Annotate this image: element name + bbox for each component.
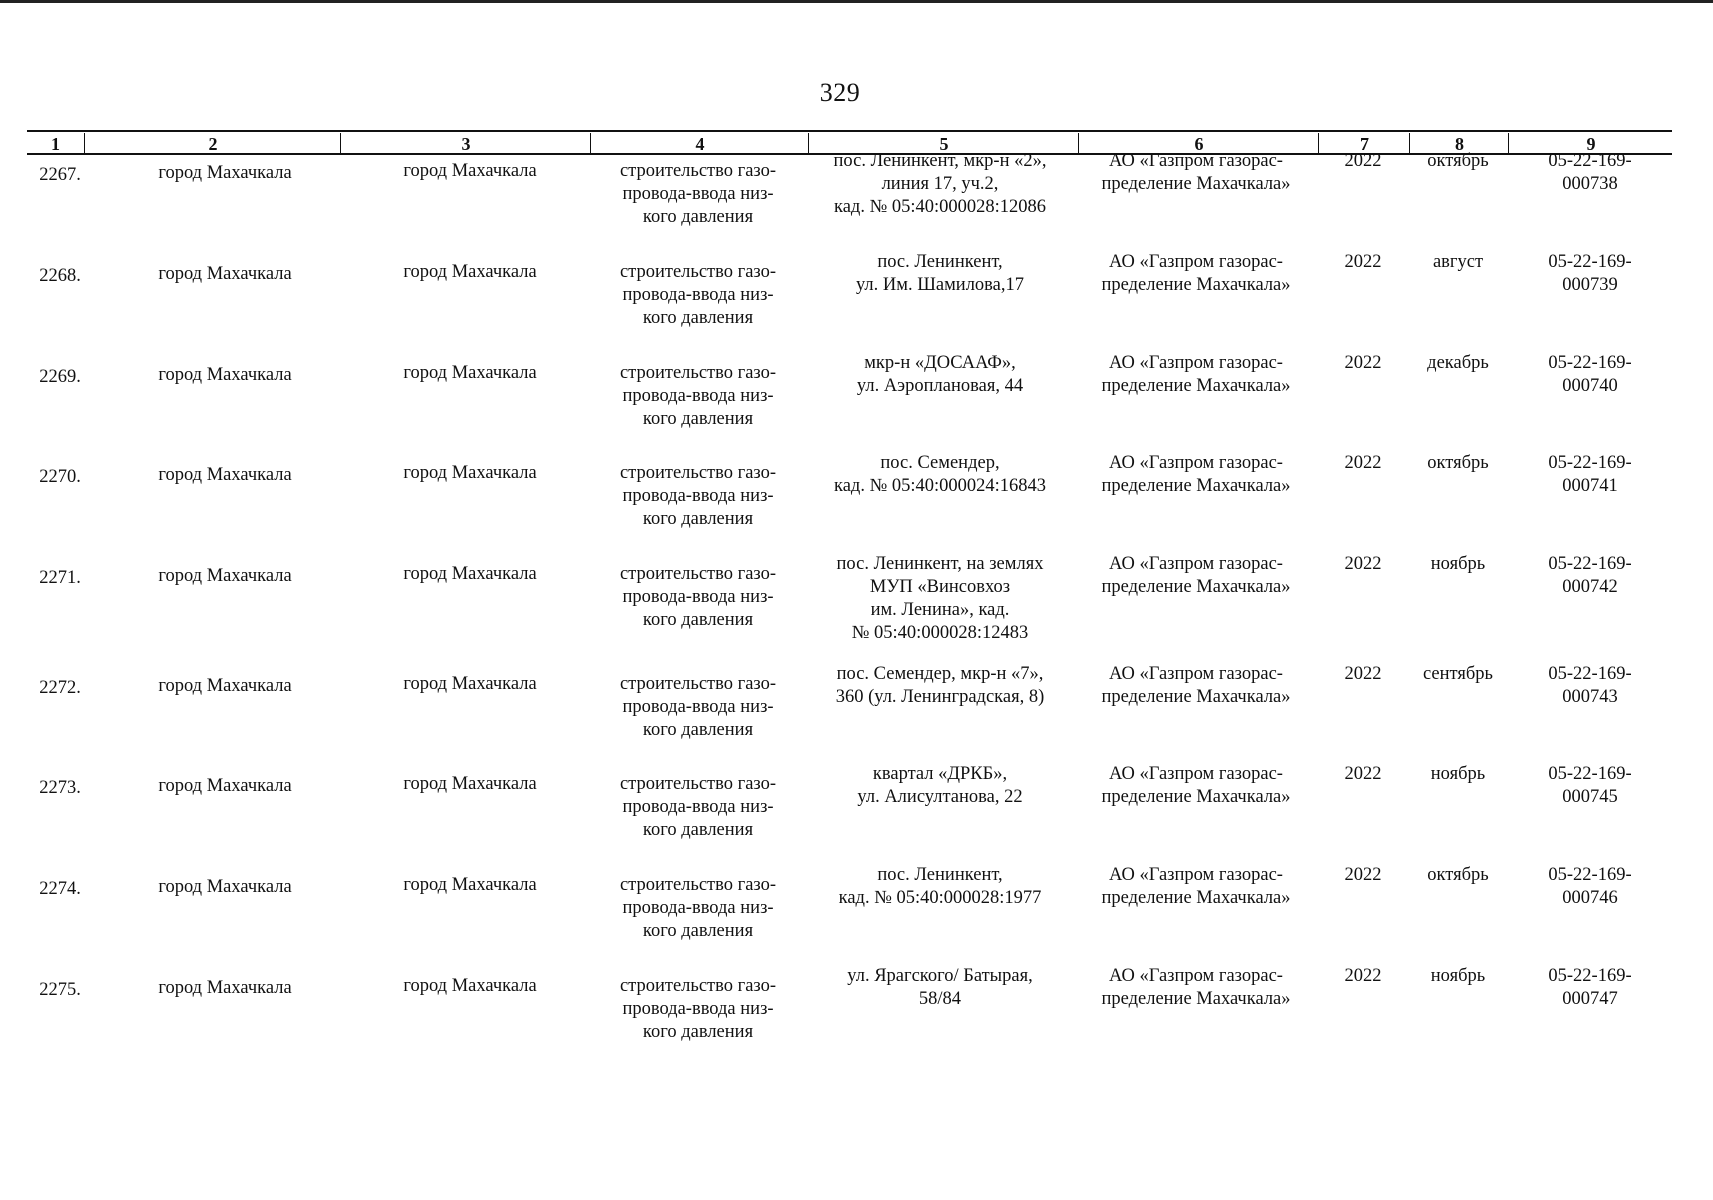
address-cell-line: 360 (ул. Ленинградская, 8)	[835, 687, 1045, 707]
row-number-line: 2273.	[39, 778, 81, 798]
address-cell-line: кад. № 05:40:000028:12086	[833, 197, 1047, 217]
work-cell	[583, 462, 813, 531]
work-cell-line: провода-ввода низ-	[622, 999, 774, 1019]
organization-cell	[1070, 150, 1322, 196]
column-header-5: 5	[808, 133, 1079, 154]
municipality-cell-line: город Махачкала	[158, 877, 292, 897]
code-cell	[1508, 150, 1672, 196]
month-cell	[1408, 452, 1508, 475]
month-cell	[1408, 663, 1508, 686]
settlement-cell-line: город Махачкала	[403, 161, 537, 181]
work-cell-line: кого давления	[642, 308, 754, 328]
organization-cell	[1070, 864, 1322, 910]
row-number-line: 2272.	[39, 678, 81, 698]
organization-cell-line: пределение Махачкала»	[1101, 687, 1291, 707]
address-cell-line: пос. Ленинкент,	[877, 865, 1003, 885]
month-cell	[1408, 251, 1508, 274]
work-cell-line: кого давления	[642, 921, 754, 941]
row-number	[25, 265, 95, 288]
year-cell	[1318, 864, 1408, 887]
municipality-cell-line: город Махачкала	[158, 163, 292, 183]
code-cell-line: 000738	[1562, 174, 1618, 194]
settlement-cell	[345, 673, 595, 696]
organization-cell-line: АО «Газпром газорас-	[1109, 966, 1283, 986]
code-cell	[1508, 251, 1672, 297]
code-cell-line: 000742	[1562, 577, 1618, 597]
year-cell-line: 2022	[1344, 865, 1382, 885]
year-cell	[1318, 150, 1408, 173]
work-cell-line: строительство газо-	[619, 875, 777, 895]
year-cell	[1318, 352, 1408, 375]
settlement-cell-line: город Махачкала	[403, 774, 537, 794]
column-header-4: 4	[590, 133, 809, 154]
year-cell-line: 2022	[1344, 966, 1382, 986]
row-number-line: 2274.	[39, 879, 81, 899]
year-cell-line: 2022	[1344, 554, 1382, 574]
organization-cell-line: пределение Махачкала»	[1101, 989, 1291, 1009]
work-cell-line: кого давления	[642, 720, 754, 740]
work-cell	[583, 975, 813, 1044]
address-cell-line: ул. Ярагского/ Батырая,	[847, 966, 1033, 986]
page-top-border	[0, 0, 1713, 3]
code-cell	[1508, 663, 1672, 709]
work-cell-line: строительство газо-	[619, 262, 777, 282]
work-cell	[583, 160, 813, 229]
address-cell-line: ул. Алисултанова, 22	[857, 787, 1023, 807]
address-cell	[800, 864, 1080, 910]
address-cell-line: пос. Ленинкент, мкр-н «2»,	[833, 151, 1047, 171]
code-cell-line: 05-22-169-	[1548, 252, 1632, 272]
month-cell	[1408, 352, 1508, 375]
month-cell	[1408, 864, 1508, 887]
row-number-line: 2267.	[39, 165, 81, 185]
organization-cell	[1070, 763, 1322, 809]
row-number-line: 2275.	[39, 980, 81, 1000]
organization-cell-line: пределение Махачкала»	[1101, 174, 1291, 194]
code-cell	[1508, 763, 1672, 809]
year-cell	[1318, 553, 1408, 576]
municipality-cell-line: город Махачкала	[158, 978, 292, 998]
organization-cell-line: пределение Махачкала»	[1101, 888, 1291, 908]
address-cell	[800, 965, 1080, 1011]
work-cell	[583, 773, 813, 842]
settlement-cell	[345, 773, 595, 796]
address-cell-line: № 05:40:000028:12483	[851, 623, 1029, 643]
organization-cell	[1070, 251, 1322, 297]
municipality-cell	[100, 675, 350, 698]
organization-cell-line: АО «Газпром газорас-	[1109, 252, 1283, 272]
code-cell-line: 000745	[1562, 787, 1618, 807]
organization-cell-line: пределение Махачкала»	[1101, 577, 1291, 597]
month-cell-line: ноябрь	[1430, 764, 1486, 784]
settlement-cell	[345, 362, 595, 385]
column-header-1: 1	[51, 134, 60, 154]
municipality-cell	[100, 464, 350, 487]
month-cell	[1408, 553, 1508, 576]
work-cell	[583, 874, 813, 943]
address-cell	[800, 763, 1080, 809]
month-cell	[1408, 763, 1508, 786]
code-cell-line: 05-22-169-	[1548, 353, 1632, 373]
row-number-line: 2268.	[39, 266, 81, 286]
address-cell	[800, 452, 1080, 498]
organization-cell-line: пределение Махачкала»	[1101, 376, 1291, 396]
organization-cell	[1070, 352, 1322, 398]
organization-cell-line: пределение Махачкала»	[1101, 787, 1291, 807]
work-cell-line: провода-ввода низ-	[622, 386, 774, 406]
year-cell	[1318, 663, 1408, 686]
row-number	[25, 979, 95, 1002]
month-cell	[1408, 150, 1508, 173]
municipality-cell-line: город Махачкала	[158, 365, 292, 385]
work-cell-line: строительство газо-	[619, 564, 777, 584]
year-cell-line: 2022	[1344, 151, 1382, 171]
address-cell-line: ул. Аэроплановая, 44	[856, 376, 1024, 396]
address-cell	[800, 663, 1080, 709]
month-cell-line: ноябрь	[1430, 966, 1486, 986]
municipality-cell-line: город Махачкала	[158, 264, 292, 284]
address-cell	[800, 553, 1080, 645]
page-number: 329	[819, 78, 861, 107]
code-cell	[1508, 864, 1672, 910]
work-cell-line: строительство газо-	[619, 976, 777, 996]
row-number-line: 2269.	[39, 367, 81, 387]
address-cell-line: 58/84	[918, 989, 962, 1009]
work-cell-line: провода-ввода низ-	[622, 285, 774, 305]
month-cell-line: декабрь	[1427, 353, 1489, 373]
organization-cell-line: АО «Газпром газорас-	[1109, 151, 1283, 171]
year-cell-line: 2022	[1344, 252, 1382, 272]
month-cell-line: октябрь	[1427, 151, 1489, 171]
work-cell-line: кого давления	[642, 409, 754, 429]
column-header-3: 3	[340, 133, 591, 154]
month-cell	[1408, 965, 1508, 988]
municipality-cell-line: город Махачкала	[158, 676, 292, 696]
address-cell-line: пос. Ленинкент, на землях	[836, 554, 1044, 574]
address-cell	[800, 251, 1080, 297]
municipality-cell	[100, 775, 350, 798]
row-number	[25, 366, 95, 389]
work-cell-line: строительство газо-	[619, 674, 777, 694]
code-cell	[1508, 352, 1672, 398]
work-cell-line: кого давления	[642, 207, 754, 227]
municipality-cell	[100, 977, 350, 1000]
settlement-cell	[345, 462, 595, 485]
municipality-cell	[100, 364, 350, 387]
municipality-cell-line: город Махачкала	[158, 465, 292, 485]
work-cell-line: провода-ввода низ-	[622, 797, 774, 817]
municipality-cell	[100, 263, 350, 286]
municipality-cell-line: город Махачкала	[158, 776, 292, 796]
address-cell-line: линия 17, уч.2,	[881, 174, 999, 194]
code-cell-line: 000747	[1562, 989, 1618, 1009]
code-cell-line: 000741	[1562, 476, 1618, 496]
code-cell-line: 000739	[1562, 275, 1618, 295]
year-cell	[1318, 965, 1408, 988]
work-cell-line: провода-ввода низ-	[622, 587, 774, 607]
row-number	[25, 677, 95, 700]
work-cell	[583, 362, 813, 431]
work-cell-line: кого давления	[642, 610, 754, 630]
year-cell-line: 2022	[1344, 353, 1382, 373]
row-number	[25, 777, 95, 800]
organization-cell	[1070, 965, 1322, 1011]
code-cell-line: 05-22-169-	[1548, 453, 1632, 473]
year-cell	[1318, 251, 1408, 274]
municipality-cell	[100, 876, 350, 899]
code-cell-line: 05-22-169-	[1548, 151, 1632, 171]
year-cell-line: 2022	[1344, 664, 1382, 684]
code-cell	[1508, 553, 1672, 599]
organization-cell-line: АО «Газпром газорас-	[1109, 664, 1283, 684]
work-cell-line: кого давления	[642, 820, 754, 840]
address-cell	[800, 352, 1080, 398]
work-cell-line: кого давления	[642, 509, 754, 529]
organization-cell-line: АО «Газпром газорас-	[1109, 554, 1283, 574]
organization-cell-line: АО «Газпром газорас-	[1109, 865, 1283, 885]
code-cell-line: 05-22-169-	[1548, 554, 1632, 574]
code-cell-line: 000746	[1562, 888, 1618, 908]
code-cell-line: 05-22-169-	[1548, 664, 1632, 684]
column-header-8: 8	[1409, 133, 1509, 154]
address-cell-line: пос. Ленинкент,	[877, 252, 1003, 272]
row-number	[25, 466, 95, 489]
settlement-cell-line: город Махачкала	[403, 363, 537, 383]
work-cell-line: строительство газо-	[619, 161, 777, 181]
address-cell-line: квартал «ДРКБ»,	[872, 764, 1008, 784]
address-cell	[800, 150, 1080, 219]
settlement-cell-line: город Махачкала	[403, 564, 537, 584]
row-number	[25, 878, 95, 901]
work-cell-line: провода-ввода низ-	[622, 184, 774, 204]
organization-cell-line: пределение Махачкала»	[1101, 476, 1291, 496]
settlement-cell-line: город Махачкала	[403, 463, 537, 483]
work-cell	[583, 563, 813, 632]
organization-cell-line: АО «Газпром газорас-	[1109, 764, 1283, 784]
code-cell	[1508, 452, 1672, 498]
month-cell-line: сентябрь	[1423, 664, 1493, 684]
work-cell-line: провода-ввода низ-	[622, 486, 774, 506]
settlement-cell	[345, 563, 595, 586]
month-cell-line: ноябрь	[1430, 554, 1486, 574]
address-cell-line: кад. № 05:40:000024:16843	[833, 476, 1047, 496]
work-cell-line: строительство газо-	[619, 363, 777, 383]
address-cell-line: кад. № 05:40:000028:1977	[838, 888, 1042, 908]
work-cell-line: строительство газо-	[619, 463, 777, 483]
year-cell-line: 2022	[1344, 764, 1382, 784]
month-cell-line: август	[1432, 252, 1484, 272]
organization-cell	[1070, 663, 1322, 709]
code-cell-line: 000740	[1562, 376, 1618, 396]
header-top-line	[27, 130, 1672, 132]
address-cell-line: пос. Семендер,	[880, 453, 1000, 473]
work-cell-line: провода-ввода низ-	[622, 697, 774, 717]
column-header-6: 6	[1078, 133, 1319, 154]
code-cell-line: 05-22-169-	[1548, 865, 1632, 885]
address-cell-line: пос. Семендер, мкр-н «7»,	[836, 664, 1044, 684]
settlement-cell	[345, 975, 595, 998]
row-number-line: 2270.	[39, 467, 81, 487]
month-cell-line: октябрь	[1427, 453, 1489, 473]
address-cell-line: МУП «Винсовхоз	[869, 577, 1011, 597]
code-cell	[1508, 965, 1672, 1011]
code-cell-line: 000743	[1562, 687, 1618, 707]
municipality-cell	[100, 565, 350, 588]
organization-cell-line: АО «Газпром газорас-	[1109, 353, 1283, 373]
work-cell-line: строительство газо-	[619, 774, 777, 794]
column-header-9: 9	[1508, 133, 1673, 154]
settlement-cell-line: город Махачкала	[403, 674, 537, 694]
code-cell-line: 05-22-169-	[1548, 966, 1632, 986]
organization-cell	[1070, 452, 1322, 498]
settlement-cell-line: город Махачкала	[403, 976, 537, 996]
municipality-cell-line: город Махачкала	[158, 566, 292, 586]
work-cell	[583, 261, 813, 330]
settlement-cell	[345, 874, 595, 897]
address-cell-line: ул. Им. Шамилова,17	[855, 275, 1025, 295]
settlement-cell-line: город Махачкала	[403, 875, 537, 895]
work-cell	[583, 673, 813, 742]
organization-cell	[1070, 553, 1322, 599]
column-header-2: 2	[84, 133, 341, 154]
code-cell-line: 05-22-169-	[1548, 764, 1632, 784]
work-cell-line: кого давления	[642, 1022, 754, 1042]
row-number	[25, 567, 95, 590]
organization-cell-line: пределение Махачкала»	[1101, 275, 1291, 295]
work-cell-line: провода-ввода низ-	[622, 898, 774, 918]
row-number	[25, 164, 95, 187]
settlement-cell	[345, 160, 595, 183]
municipality-cell	[100, 162, 350, 185]
organization-cell-line: АО «Газпром газорас-	[1109, 453, 1283, 473]
column-header-7: 7	[1318, 133, 1410, 154]
settlement-cell-line: город Махачкала	[403, 262, 537, 282]
month-cell-line: октябрь	[1427, 865, 1489, 885]
address-cell-line: мкр-н «ДОСААФ»,	[864, 353, 1016, 373]
address-cell-line: им. Ленина», кад.	[870, 600, 1010, 620]
year-cell-line: 2022	[1344, 453, 1382, 473]
year-cell	[1318, 763, 1408, 786]
row-number-line: 2271.	[39, 568, 81, 588]
settlement-cell	[345, 261, 595, 284]
year-cell	[1318, 452, 1408, 475]
